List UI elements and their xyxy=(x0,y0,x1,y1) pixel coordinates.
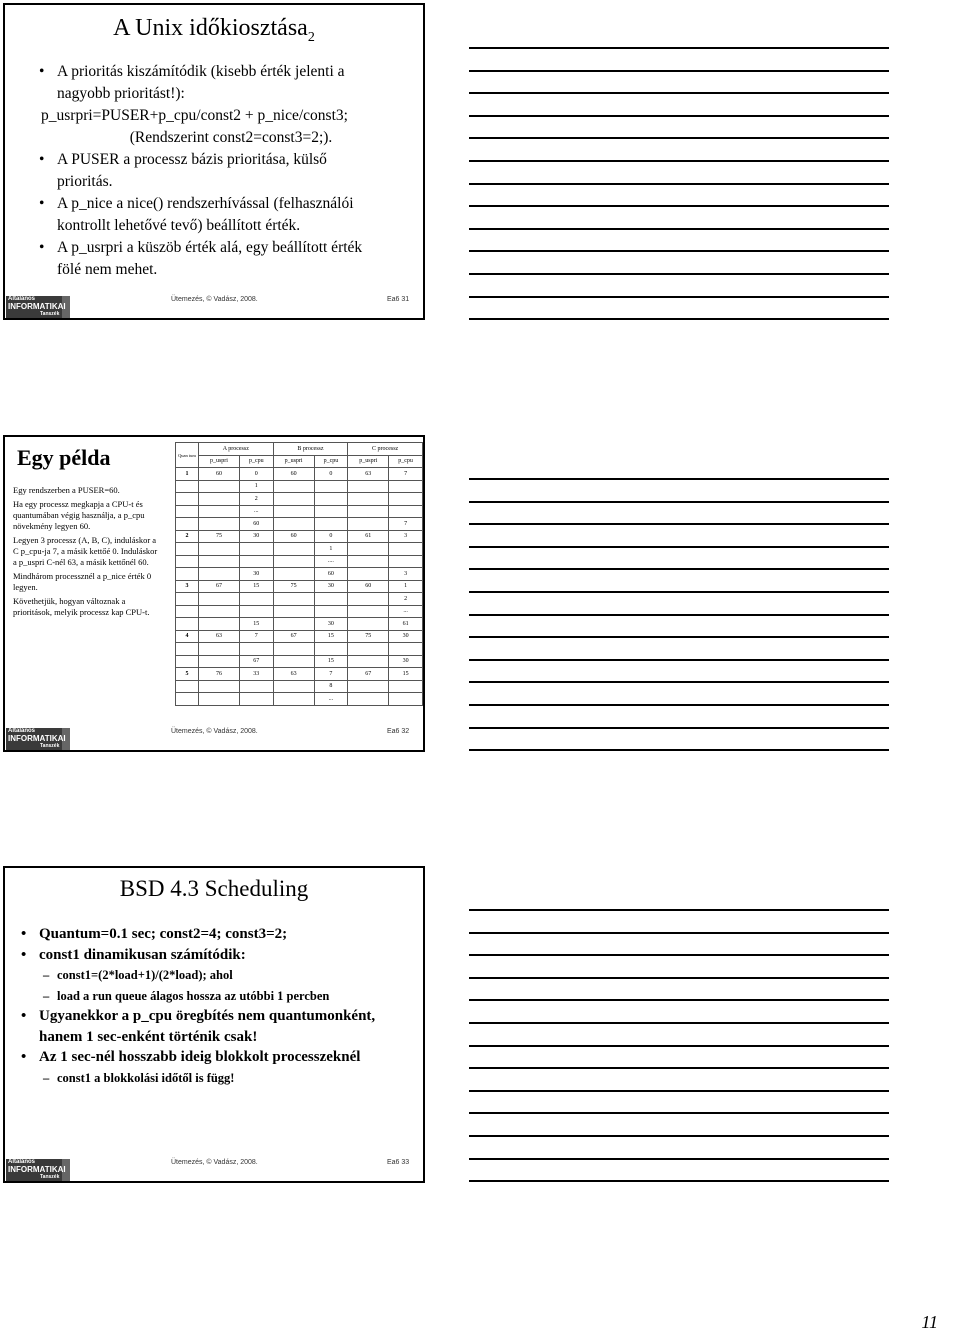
note-line xyxy=(469,909,889,911)
table-cell: 4 xyxy=(176,630,199,643)
table-cell: 1 xyxy=(314,543,348,556)
bullet-line: kontrollt lehetővé tevő) beállított érték. xyxy=(57,217,301,234)
note-line xyxy=(469,115,889,117)
table-cell: 60 xyxy=(273,468,314,481)
table-cell: 1 xyxy=(389,580,423,593)
table-cell xyxy=(199,618,240,631)
table-cell xyxy=(239,643,273,656)
table-cell xyxy=(239,543,273,556)
table-cell xyxy=(199,480,240,493)
table-cell xyxy=(348,618,389,631)
table-cell: 30 xyxy=(389,655,423,668)
bullet-line: • Ugyanekkor a p_cpu öregbítés nem quantumonként, xyxy=(39,1006,420,1027)
note-line xyxy=(469,1180,889,1182)
table-cell xyxy=(273,543,314,556)
note-line xyxy=(469,704,889,706)
table-cell xyxy=(348,605,389,618)
table-cell: 2 xyxy=(389,593,423,606)
table-cell xyxy=(273,555,314,568)
table-cell: 75 xyxy=(348,630,389,643)
slide-31 xyxy=(3,3,425,320)
note-line xyxy=(469,47,889,49)
table-cell xyxy=(348,655,389,668)
slide-title: Egy példa xyxy=(17,445,111,470)
table-cell xyxy=(199,655,240,668)
table-cell xyxy=(239,680,273,693)
description xyxy=(13,485,163,622)
logo: Általános INFORMATIKAI Tanszék xyxy=(6,1159,70,1181)
table-cell xyxy=(199,505,240,518)
note-line xyxy=(469,318,889,320)
footer-slide-number: Ea6 32 xyxy=(387,728,410,735)
table-cell xyxy=(199,643,240,656)
table-cell: 30 xyxy=(239,568,273,581)
table-cell xyxy=(348,505,389,518)
table-cell xyxy=(199,518,240,531)
note-line xyxy=(469,1090,889,1092)
table-cell xyxy=(389,543,423,556)
table-cell: 60 xyxy=(273,530,314,543)
table-cell: 63 xyxy=(348,468,389,481)
table-cell: ... xyxy=(239,505,273,518)
description-paragraph: Követhetjük, hogyan változnak a prioritások, melyik processz kap CPU-t. xyxy=(13,596,150,618)
table-row xyxy=(176,605,423,618)
note-line xyxy=(469,749,889,751)
table-cell xyxy=(199,543,240,556)
table-cell xyxy=(314,493,348,506)
table-cell xyxy=(176,693,199,706)
table-cell xyxy=(389,680,423,693)
table-cell xyxy=(273,518,314,531)
footer-slide-number: Ea6 33 xyxy=(387,1159,410,1166)
table-cell xyxy=(273,493,314,506)
table-row xyxy=(176,668,423,681)
note-line xyxy=(469,999,889,1001)
table-cell xyxy=(176,593,199,606)
note-line xyxy=(469,250,889,252)
table-cell xyxy=(348,680,389,693)
table-cell: 8 xyxy=(314,680,348,693)
note-line xyxy=(469,591,889,593)
table-cell xyxy=(176,555,199,568)
table-cell: 7 xyxy=(389,468,423,481)
table-cell xyxy=(314,518,348,531)
table-cell: 30 xyxy=(239,530,273,543)
priority-table xyxy=(175,442,423,706)
note-line xyxy=(469,954,889,956)
table-row xyxy=(176,480,423,493)
slide-title: BSD 4.3 Scheduling xyxy=(119,876,309,901)
table-subheader: p_uspri xyxy=(273,455,314,468)
table-cell: 2 xyxy=(176,530,199,543)
table-cell: 76 xyxy=(199,668,240,681)
table-cell xyxy=(199,593,240,606)
table-subheader: p_cpu xyxy=(389,455,423,468)
bullet-line: – load a run queue álagos hossza az utóbbi 1 percben xyxy=(57,986,420,1007)
table-cell: ... xyxy=(314,693,348,706)
logo: Általános INFORMATIKAI Tanszék xyxy=(6,728,70,750)
table-cell: 67 xyxy=(199,580,240,593)
table-cell xyxy=(176,655,199,668)
table-cell: 1 xyxy=(176,468,199,481)
table-cell: 75 xyxy=(199,530,240,543)
table-cell xyxy=(314,605,348,618)
note-line xyxy=(469,205,889,207)
table-cell xyxy=(199,680,240,693)
page-number: 11 xyxy=(921,1312,938,1332)
table-cell: 61 xyxy=(389,618,423,631)
table-cell xyxy=(273,655,314,668)
table-cell xyxy=(348,568,389,581)
table-subheader: p_uspri xyxy=(348,455,389,468)
note-line xyxy=(469,273,889,275)
bullet-line: – const1 a blokkolási időtől is függ! xyxy=(57,1068,420,1089)
table-cell xyxy=(176,543,199,556)
table-cell xyxy=(348,555,389,568)
bullet-line: • Az 1 sec-nél hosszabb ideig blokkolt processzeknél xyxy=(39,1047,420,1068)
table-cell xyxy=(176,680,199,693)
table-cell: 60 xyxy=(348,580,389,593)
note-line xyxy=(469,523,889,525)
bullet-line: • A p_usrpri a küszöb érték alá, egy beállított érték xyxy=(57,237,421,259)
footer-text: Ütemezés, © Vadász, 2008. xyxy=(171,728,258,735)
table-cell: 60 xyxy=(314,568,348,581)
table-row xyxy=(176,568,423,581)
table-cell xyxy=(176,618,199,631)
table-cell xyxy=(273,693,314,706)
table-cell: 61 xyxy=(348,530,389,543)
note-line xyxy=(469,1158,889,1160)
table-cell xyxy=(389,505,423,518)
note-line xyxy=(469,1045,889,1047)
bullet-line: – const1=(2*load+1)/(2*load); ahol xyxy=(57,965,420,986)
table-cell: 15 xyxy=(239,618,273,631)
table-cell xyxy=(176,518,199,531)
table-cell: 3 xyxy=(389,530,423,543)
note-line xyxy=(469,1067,889,1069)
note-line xyxy=(469,501,889,503)
table-cell xyxy=(314,593,348,606)
table-cell xyxy=(389,480,423,493)
note-line xyxy=(469,659,889,661)
table-header-quantum: Quan tum xyxy=(176,443,199,468)
table-cell xyxy=(314,643,348,656)
footer-text: Ütemezés, © Vadász, 2008. xyxy=(171,296,258,303)
table-subheader: p_cpu xyxy=(314,455,348,468)
footer-text: Ütemezés, © Vadász, 2008. xyxy=(171,1159,258,1166)
table-cell xyxy=(176,605,199,618)
note-line xyxy=(469,183,889,185)
table-cell: 60 xyxy=(239,518,273,531)
logo: Általános INFORMATIKAI Tanszék xyxy=(6,296,70,318)
table-row xyxy=(176,593,423,606)
table-cell: 63 xyxy=(199,630,240,643)
table-cell: 15 xyxy=(314,655,348,668)
table-row xyxy=(176,618,423,631)
table-cell: 30 xyxy=(314,618,348,631)
table-cell: 3 xyxy=(176,580,199,593)
table-row xyxy=(176,630,423,643)
description-paragraph: Ha egy processz megkapja a CPU-t és quantumában végig használja, a p_cpu növekmény legyen 60. xyxy=(13,499,145,532)
table-cell: 0 xyxy=(314,530,348,543)
bullet-line: • A p_nice a nice() rendszerhívással (felhasználói xyxy=(57,193,421,215)
table-cell xyxy=(348,693,389,706)
description-paragraph: Egy rendszerben a PUSER=60. xyxy=(13,485,120,495)
table-row xyxy=(176,543,423,556)
bullet-line: prioritás. xyxy=(57,173,113,190)
table-row xyxy=(176,530,423,543)
note-line xyxy=(469,614,889,616)
table-cell: 7 xyxy=(239,630,273,643)
table-cell xyxy=(239,605,273,618)
table-cell xyxy=(176,568,199,581)
table-cell xyxy=(199,693,240,706)
table-row xyxy=(176,518,423,531)
table-cell: 0 xyxy=(314,468,348,481)
bullet-line: • A PUSER a processz bázis prioritása, külső xyxy=(57,149,421,171)
table-cell xyxy=(348,593,389,606)
table-cell: 30 xyxy=(389,630,423,643)
table-cell xyxy=(239,593,273,606)
table-cell xyxy=(199,568,240,581)
note-line xyxy=(469,70,889,72)
note-line xyxy=(469,1022,889,1024)
table-cell: 3 xyxy=(389,568,423,581)
note-line xyxy=(469,1135,889,1137)
table-cell: 2 xyxy=(239,493,273,506)
note-line xyxy=(469,932,889,934)
table-cell xyxy=(348,493,389,506)
table-row xyxy=(176,693,423,706)
note-line xyxy=(469,137,889,139)
table-cell xyxy=(176,643,199,656)
slide-title: A Unix időkiosztása$_2$ xyxy=(113,15,315,45)
bullet-line: fölé nem mehet. xyxy=(57,261,158,278)
table-row xyxy=(176,468,423,481)
bullet-line: p_usrpri=PUSER+p_cpu/const2 + p_nice/const3; xyxy=(41,107,348,124)
table-row xyxy=(176,505,423,518)
table-cell: 67 xyxy=(239,655,273,668)
table-cell xyxy=(239,693,273,706)
table-header-group: A processz xyxy=(199,443,274,456)
table-cell xyxy=(273,605,314,618)
table-cell: 7 xyxy=(314,668,348,681)
table-cell xyxy=(273,643,314,656)
table-cell xyxy=(273,480,314,493)
table-cell: 15 xyxy=(239,580,273,593)
bullet-line: • Quantum=0.1 sec; const2=4; const3=2; xyxy=(39,924,420,945)
footer-slide-number: Ea6 31 xyxy=(387,296,410,303)
table-cell xyxy=(389,493,423,506)
bullet-list xyxy=(35,924,420,1088)
table-row xyxy=(176,680,423,693)
note-line xyxy=(469,546,889,548)
slide-32 xyxy=(3,435,425,752)
table-row xyxy=(176,493,423,506)
table-cell xyxy=(314,505,348,518)
table-cell: 63 xyxy=(273,668,314,681)
bullet-line: • A prioritás kiszámítódik (kisebb érték jelenti a xyxy=(57,61,421,83)
description-paragraph: Legyen 3 processz (A, B, C), induláskor a C p_cpu-ja 7, a másik kettőé 0. Induláskor a p_uspri C-nél 63, a másik kettőnél 60. xyxy=(13,535,158,568)
table-cell: 60 xyxy=(199,468,240,481)
note-line xyxy=(469,568,889,570)
table-cell xyxy=(389,555,423,568)
table-cell xyxy=(273,618,314,631)
note-line xyxy=(469,160,889,162)
table-cell xyxy=(389,643,423,656)
table-cell xyxy=(273,680,314,693)
table-cell xyxy=(176,505,199,518)
bullet-line: • const1 dinamikusan számítódik: xyxy=(39,945,420,966)
table-cell xyxy=(199,605,240,618)
table-cell xyxy=(176,480,199,493)
table-cell: .... xyxy=(314,555,348,568)
table-row xyxy=(176,580,423,593)
bullet-list xyxy=(41,61,421,281)
table-cell xyxy=(389,693,423,706)
note-line xyxy=(469,296,889,298)
note-line xyxy=(469,636,889,638)
description-paragraph: Mindhárom processznél a p_nice érték 0 legyen. xyxy=(13,571,152,593)
table-cell: 15 xyxy=(389,668,423,681)
bullet-line: (Rendszerint const2=const3=2;). xyxy=(129,129,333,146)
table-cell xyxy=(314,480,348,493)
table-cell xyxy=(348,543,389,556)
table-cell xyxy=(176,493,199,506)
note-line xyxy=(469,92,889,94)
note-line xyxy=(469,727,889,729)
bullet-line: nagyobb prioritást!): xyxy=(57,85,185,102)
table-cell: 15 xyxy=(314,630,348,643)
note-line xyxy=(469,1112,889,1114)
table-cell xyxy=(348,518,389,531)
table-cell xyxy=(348,480,389,493)
table-cell: 30 xyxy=(314,580,348,593)
table-cell: 67 xyxy=(348,668,389,681)
table-cell: 5 xyxy=(176,668,199,681)
table-cell: 7 xyxy=(389,518,423,531)
table-subheader: p_cpu xyxy=(239,455,273,468)
note-line xyxy=(469,681,889,683)
table-cell: 1 xyxy=(239,480,273,493)
table-header-group: B processz xyxy=(273,443,348,456)
note-line xyxy=(469,228,889,230)
table-cell xyxy=(199,555,240,568)
table-cell: 33 xyxy=(239,668,273,681)
slide-33 xyxy=(3,866,425,1183)
note-line xyxy=(469,478,889,480)
table-cell: 0 xyxy=(239,468,273,481)
table-cell xyxy=(199,493,240,506)
table-row xyxy=(176,555,423,568)
table-cell: 75 xyxy=(273,580,314,593)
table-cell xyxy=(273,568,314,581)
table-cell xyxy=(348,643,389,656)
table-cell: 67 xyxy=(273,630,314,643)
table-cell xyxy=(239,555,273,568)
table-row xyxy=(176,643,423,656)
table-row xyxy=(176,655,423,668)
note-line xyxy=(469,977,889,979)
table-cell: ... xyxy=(389,605,423,618)
table-subheader: p_uspri xyxy=(199,455,240,468)
table-header-group: C processz xyxy=(348,443,423,456)
bullet-line: hanem 1 sec-enként történik csak! xyxy=(39,1028,258,1045)
table-cell xyxy=(273,505,314,518)
table-cell xyxy=(273,593,314,606)
